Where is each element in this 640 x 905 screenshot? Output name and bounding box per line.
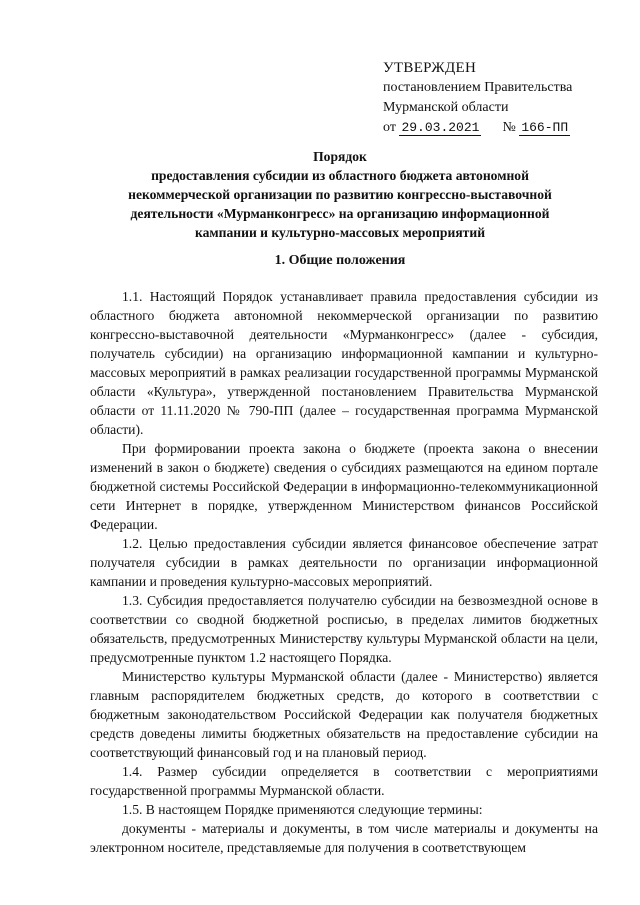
approval-date-row xyxy=(383,118,572,138)
paragraph: Министерство культуры Мурманской области (далее - Министерство) является главным распорядителем бюджетных средств, до которого в соответствии с бюджетным законодательством Российской Федерации как получателя бюджетных средств доведены лимиты бюджетных обязательств на предоставление субсидии на соответствующий финансовый год и на плановый период. xyxy=(90,669,598,760)
title-line-4: деятельности «Мурманконгресс» на организацию информационной xyxy=(130,206,550,221)
section-heading: 1. Общие положения xyxy=(274,253,406,268)
approval-line-2: Мурманской области xyxy=(383,100,509,115)
document-body xyxy=(90,287,598,857)
paragraph: 1.3. Субсидия предоставляется получателю субсидии на безвозмездной основе в соответствии со сводной бюджетной росписью, в пределах лимитов бюджетных обязательств, предусмотренных Министерству культуры Мурманской области на цели, предусмотренные пунктом 1.2 настоящего Порядка. xyxy=(90,593,598,665)
title-line-1: Порядок xyxy=(313,149,367,164)
paragraph: При формировании проекта закона о бюджете (проекта закона о внесении изменений в закон о бюджете) сведения о субсидиях размещаются на едином портале бюджетной системы Российской Федерации в информационно-телекоммуникационной сети Интернет в порядке, утвержденном Министерством финансов Российской Федерации. xyxy=(90,441,598,532)
title-line-2: предоставления субсидии из областного бюджета автономной xyxy=(151,168,529,183)
paragraph: 1.1. Настоящий Порядок устанавливает правила предоставления субсидии из областного бюджета автономной некоммерческой организации по развитию конгрессно-выставочной деятельности «Мурманконгресс» (далее - субсидия, получатель субсидии) на организацию информационной кампании и культурно-массовых мероприятий в рамках реализации государственной программы Мурманской области «Культура», утвержденной постановлением Правительства Мурманской области от 11.11.2020 № 790-ПП (далее – государственная программа Мурманской области). xyxy=(90,289,598,437)
paragraph: 1.2. Целью предоставления субсидии является финансовое обеспечение затрат получателя субсидии в рамках деятельности по организации информационной кампании и проведения культурно-массовых мероприятий. xyxy=(90,536,598,589)
approval-line-1: постановлением Правительства xyxy=(383,80,573,95)
paragraph: 1.4. Размер субсидии определяется в соответствии с мероприятиями государственной программы Мурманской области. xyxy=(90,764,598,798)
approval-stamp-block xyxy=(383,58,572,138)
approval-date: 29.03.2021 xyxy=(401,120,480,135)
title-line-3: некоммерческой организации по развитию конгрессно-выставочной xyxy=(128,187,552,202)
document-title xyxy=(90,147,590,242)
paragraph: 1.5. В настоящем Порядке применяются следующие термины: xyxy=(122,802,483,817)
approval-from-label: от xyxy=(383,120,396,135)
paragraph: документы - материалы и документы, в том числе материалы и документы на электронном носителе, представляемые для получения в соответствующем xyxy=(90,821,598,855)
approval-number: 166-ПП xyxy=(521,120,569,135)
approval-number-label: № xyxy=(502,120,516,135)
title-line-5: кампании и культурно-массовых мероприятий xyxy=(194,225,486,240)
approval-heading: УТВЕРЖДЕН xyxy=(383,60,477,76)
